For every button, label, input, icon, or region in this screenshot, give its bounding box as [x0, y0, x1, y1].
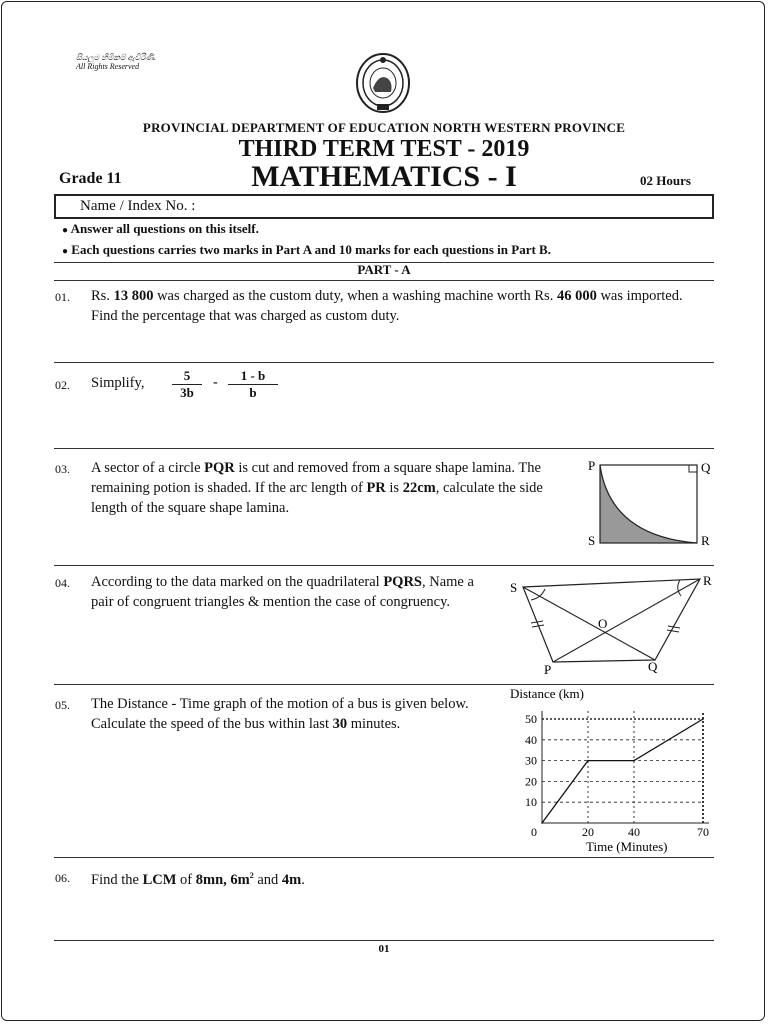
divider — [54, 940, 714, 941]
data-point — [702, 718, 704, 720]
x-tick-label: 20 — [582, 825, 594, 839]
divider — [54, 280, 714, 281]
angle-mark-r — [678, 580, 681, 596]
divider — [54, 857, 714, 858]
q3-square-diagram — [585, 456, 715, 551]
q3-text: A sector of a circle PQR is cut and removed from a square shape lamina. The remaining potion is shaded. If the arc length of PR is 22cm, calculate the side length of the square shape lamina. — [91, 460, 543, 516]
instruction-2: ● Each questions carries two marks in Part A and 10 marks for each questions in Part B. — [62, 242, 551, 257]
label-s: S — [510, 580, 518, 595]
emblem-icon — [355, 52, 411, 114]
q2-minus: - — [213, 375, 218, 390]
q6-text: Find the LCM of 8mn, $6m^2$ and 4m. — [91, 871, 305, 888]
q4-number: 04. — [55, 576, 70, 590]
term-title: THIRD TERM TEST - 2019 — [238, 136, 530, 162]
divider — [54, 362, 714, 363]
data-point — [541, 822, 543, 824]
label-s: S — [588, 533, 596, 548]
data-point — [587, 760, 589, 762]
divider — [54, 565, 714, 566]
part-a-title: PART - A — [357, 262, 411, 277]
department-title: PROVINCIAL DEPARTMENT OF EDUCATION NORTH WESTERN PROVINCE — [142, 120, 626, 135]
q4-quadrilateral-diagram — [505, 570, 715, 680]
q1-text: Rs. 13 800 was charged as the custom duty, when a washing machine worth Rs. 46 000 was imported. Find the percentage that was charged as custom duty. — [91, 288, 683, 324]
q5-number: 05. — [55, 698, 70, 712]
label-p: P — [588, 458, 596, 473]
label-r: R — [703, 573, 712, 588]
instruction-1: ● Answer all questions on this itself. — [62, 221, 259, 236]
y-tick-label: 20 — [525, 774, 537, 789]
name-index-label: Name / Index No. : — [80, 198, 196, 214]
subject-title: MATHEMATICS - I — [251, 160, 517, 193]
y-tick-label: 40 — [525, 732, 537, 747]
y-tick-label: 30 — [525, 753, 537, 768]
duration-label: 02 Hours — [640, 173, 691, 188]
rights-sinhala: සියලුම හිමිකම් ඇවිරිණි. — [76, 53, 157, 62]
x-tick-label: 40 — [628, 825, 640, 839]
x-axis-label: Time (Minutes) — [586, 839, 668, 854]
q5-text: The Distance - Time graph of the motion of a bus is given below. Calculate the speed of the bus within last 30 minutes. — [91, 696, 469, 732]
x-tick-label: 0 — [531, 825, 537, 839]
q2-text: Simplify, — [91, 375, 145, 391]
page-number: 01 — [378, 943, 390, 955]
rights-english: All Rights Reserved — [76, 62, 140, 71]
grade-label: Grade 11 — [59, 170, 122, 187]
x-tick-label: 70 — [697, 825, 709, 839]
q2-number: 02. — [55, 378, 70, 392]
label-p: P — [544, 662, 552, 677]
divider — [54, 448, 714, 449]
q1-number: 01. — [55, 290, 70, 304]
series-segment — [542, 761, 588, 823]
y-tick-label: 10 — [525, 795, 537, 810]
name-index-field[interactable] — [54, 194, 714, 219]
q3-number: 03. — [55, 462, 70, 476]
q2-fraction-1: $\frac{5}{3b}$ — [172, 368, 202, 401]
rights-notice — [76, 53, 156, 71]
label-q: Q — [648, 659, 658, 674]
label-o: O — [598, 616, 608, 631]
y-axis-label: Distance (km) — [510, 686, 585, 701]
distance-time-graph — [505, 684, 715, 856]
q2-fraction-2: $\frac{1 - b}{b}$ — [228, 368, 278, 401]
right-angle-mark — [689, 465, 697, 472]
q4-text: According to the data marked on the quadrilateral PQRS, Name a pair of congruent triangles & mention the case of congruency. — [91, 574, 474, 610]
label-q: Q — [701, 460, 711, 475]
label-r: R — [701, 533, 710, 548]
data-point — [633, 760, 635, 762]
y-tick-label: 50 — [525, 712, 537, 726]
q6-number: 06. — [55, 871, 70, 885]
